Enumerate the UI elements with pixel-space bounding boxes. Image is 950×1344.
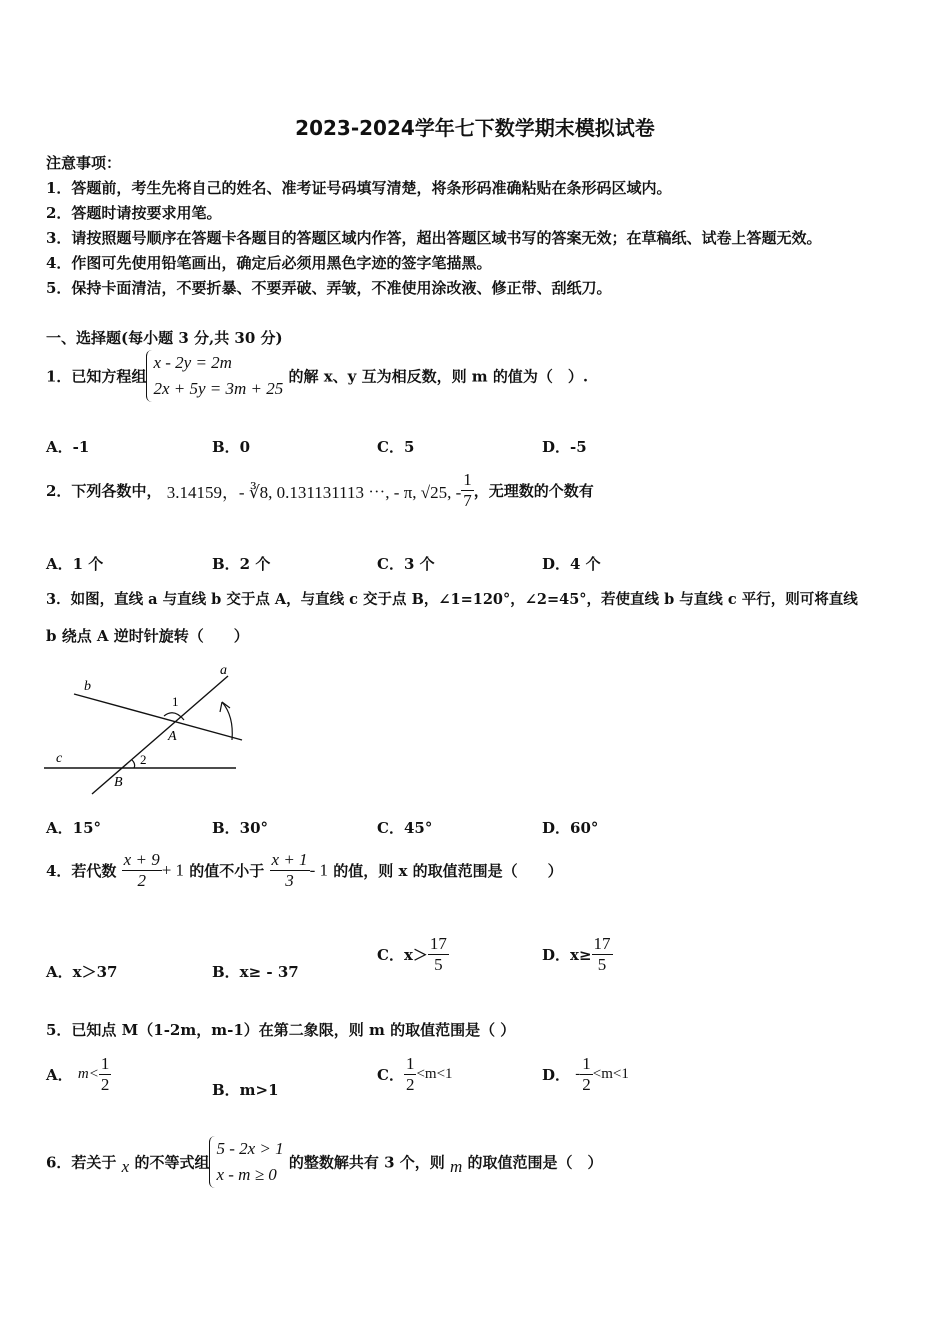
q4-option-a[interactable]: A．x＞37: [46, 963, 118, 981]
question-3-line1: 3．如图，直线 a 与直线 b 交于点 A，与直线 c 交于点 B，∠1=120°，∠2=45°，若使直线 b 与直线 c 平行，则可将直线: [46, 591, 858, 608]
page-title: 2023-2024学年七下数学期末模拟试卷: [295, 116, 655, 140]
q4-suffix: 的值，则 x 的取值范围是（ ）: [333, 862, 563, 880]
notice-item: 4．作图可先使用铅笔画出，确定后必须用黑色字迹的签字笔描黑。: [46, 254, 492, 272]
question-3-line2: b 绕点 A 逆时针旋转（ ）: [46, 627, 249, 645]
section-heading: 一、选择题(每小题 3 分,共 30 分): [46, 329, 283, 347]
question-1: [46, 350, 588, 402]
angle-2-arc: [132, 760, 135, 768]
q3-option-d[interactable]: D．60°: [542, 819, 599, 837]
q6-var-x: x: [121, 1157, 130, 1176]
q1-option-c[interactable]: C．5: [377, 438, 415, 456]
q4-option-b[interactable]: B．x≥ - 37: [212, 963, 299, 981]
label-A: A: [168, 729, 177, 744]
label-2: 2: [140, 752, 147, 767]
q1-eq1: x - 2y = 2m: [153, 353, 232, 372]
notice-item: 5．保持卡面清洁，不要折暴、不要弄破、弄皱，不准使用涂改液、修正带、刮纸刀。: [46, 279, 612, 297]
q3-figure: [44, 660, 244, 796]
q4-option-d[interactable]: D．x≥ $\frac{17}{5}$: [542, 934, 611, 974]
q1-option-d[interactable]: D．-5: [542, 438, 587, 456]
q1-system: [146, 350, 283, 402]
q1-option-a[interactable]: A．-1: [46, 438, 90, 456]
question-4: 4．若代数 $\frac{x + 9}{2}$ + 1 的值不小于 $\frac{x + 1}{3}$ - 1 的值，则 x 的取值范围是（ ）: [46, 850, 563, 890]
label-b: b: [84, 679, 91, 694]
q2-numbers: 3.14159，- ∛8, 0.131131113 ⋯, - π, √25, -: [166, 483, 462, 502]
question-5: 5．已知点 M（1-2m，m-1）在第二象限，则 m 的取值范围是（ ）: [46, 1021, 516, 1039]
label-c: c: [56, 751, 63, 766]
q1-option-b[interactable]: B．0: [212, 438, 251, 456]
q5-option-b[interactable]: B．m>1: [212, 1081, 279, 1099]
q3-option-a[interactable]: A．15°: [46, 819, 102, 837]
label-B: B: [114, 775, 123, 790]
line-a: [92, 676, 228, 794]
question-6: 6．若关于 x 的不等式组 5 - 2x > 1 x - m ≥ 0 的整数解共有 3 个，则 m 的取值范围是（ ）: [46, 1136, 603, 1188]
notice-item: 3．请按照题号顺序在答题卡各题目的答题区域内作答，超出答题区域书写的答案无效；在草稿纸、试卷上答题无效。: [46, 229, 822, 247]
q1-prefix: 1．已知方程组: [46, 367, 147, 386]
q4-prefix: 4．若代数: [46, 862, 117, 880]
q4-option-c[interactable]: C．x＞ $\frac{17}{5}$: [377, 934, 447, 974]
q2-option-c[interactable]: C．3 个: [377, 555, 435, 573]
q4-fraction-2: $\frac{x + 1}{3}$: [271, 850, 308, 890]
notice-heading: 注意事项：: [46, 154, 122, 172]
q2-option-a[interactable]: A．1 个: [46, 555, 104, 573]
q5-option-d[interactable]: D． - $\frac{1}{2}$ <m<1: [542, 1054, 629, 1094]
notice-item: 1．答题前，考生先将自己的姓名、准考证号码填写清楚，将条形码准确粘贴在条形码区域内。: [46, 179, 672, 197]
q2-option-d[interactable]: D．4 个: [542, 555, 601, 573]
line-b: [74, 694, 242, 740]
label-a: a: [220, 663, 227, 678]
notice-item: 2．答题时请按要求用笔。: [46, 204, 222, 222]
q6-system: 5 - 2x > 1 x - m ≥ 0: [209, 1136, 283, 1188]
q3-option-c[interactable]: C．45°: [377, 819, 433, 837]
q5-option-a[interactable]: A． m< $\frac{1}{2}$: [46, 1054, 110, 1094]
q2-fraction: $\frac{1}{7}$: [463, 470, 472, 510]
q5-option-c[interactable]: C． $\frac{1}{2}$ <m<1: [377, 1054, 453, 1094]
q4-mid: 的值不小于: [189, 862, 265, 880]
q2-option-b[interactable]: B．2 个: [212, 555, 271, 573]
q4-fraction-1: $\frac{x + 9}{2}$: [123, 850, 160, 890]
label-1: 1: [172, 694, 179, 709]
q3-option-b[interactable]: B．30°: [212, 819, 269, 837]
q1-eq2: 2x + 5y = 3m + 25: [153, 379, 284, 398]
q6-var-m: m: [450, 1157, 463, 1176]
question-2: [46, 470, 594, 511]
q1-suffix: 的解 x、y 互为相反数，则 m 的值为（ ）.: [288, 367, 589, 386]
q2-prefix: 2．下列各数中，: [46, 482, 162, 500]
q2-suffix: ，无理数的个数有: [473, 482, 594, 500]
